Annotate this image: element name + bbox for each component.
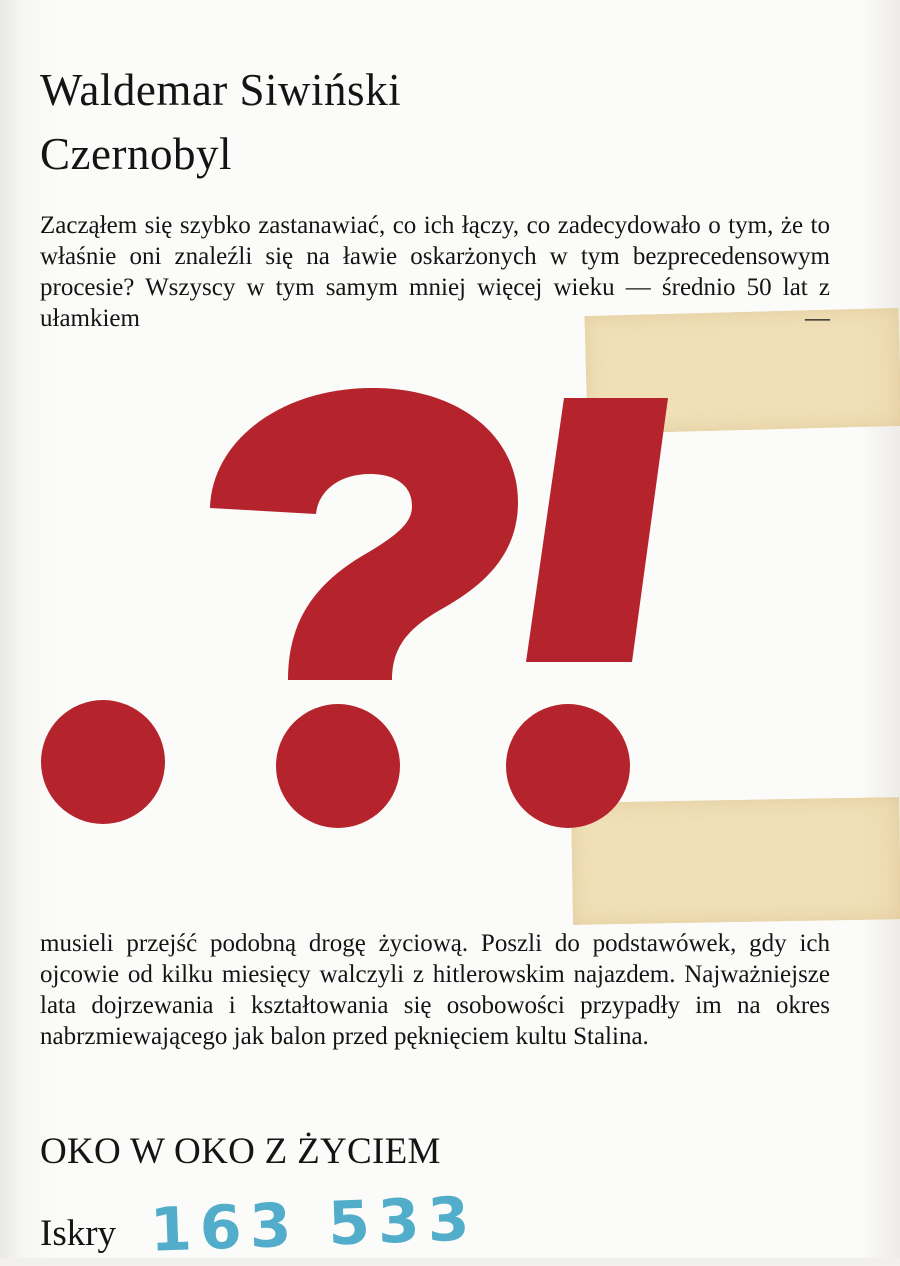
dot-middle	[276, 704, 400, 828]
library-stamp: 163 533	[148, 1184, 479, 1266]
dot-right	[506, 704, 630, 828]
excerpt-bottom: musieli przejść podobną drogę życiową. Poszli do podstawówek, gdy ich ojcowie od kilku miesięcy walczyli z hitlerowskim najazdem. Najważniejsze lata dojrzewania i kształtowania się osobowości przypadły im na okres nabrzmiewającego jak balon przed pęknięciem kultu Stalina.	[40, 930, 830, 1050]
author-name: Waldemar Siwiński	[40, 65, 402, 115]
excerpt-top: Zacząłem się szybko zastanawiać, co ich łączy, co zadecydowało o tym, że to właśnie oni znaleźli się na ławie oskarżonych w tym bezprecedensowym procesie? Wszyscy w tym samym mniej więcej wieku — średnio 50 lat z ułamkiem —	[40, 212, 830, 332]
publisher-name: Iskry	[40, 1213, 117, 1254]
series-name: OKO W OKO Z ŻYCIEM	[40, 1131, 441, 1172]
dot-left	[41, 700, 165, 824]
exclamation-bar-shape	[526, 398, 668, 662]
question-mark-shape	[210, 388, 518, 680]
book-title: Czernobyl	[40, 129, 232, 179]
